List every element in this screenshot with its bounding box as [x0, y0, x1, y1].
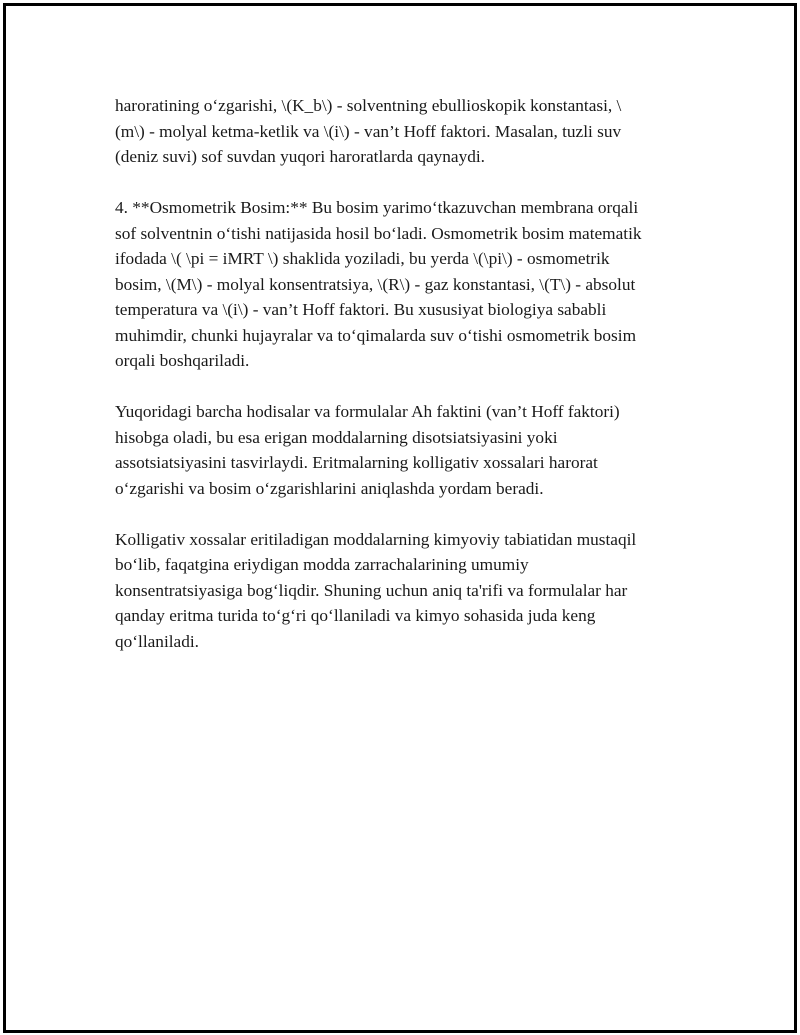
text-line: Yuqoridagi barcha hodisalar va formulalar Ah faktini (van’t Hoff faktori): [115, 402, 620, 421]
text-line: (deniz suvi) sof suvdan yuqori haroratlarda qaynaydi.: [115, 147, 485, 166]
document-body: [115, 93, 685, 680]
text-line: o‘zgarishi va bosim o‘zgarishlarini aniqlashda yordam beradi.: [115, 478, 544, 498]
text-line: qo‘llaniladi.: [115, 631, 199, 651]
text-line: muhimdir, chunki hujayralar va to‘qimalarda suv o‘tishi osmometrik bosim: [115, 325, 637, 345]
paragraph-vant-hoff-summary: [115, 399, 685, 501]
text-line: bosim, \(M\) - molyal konsentratsiya, \(R\) - gaz konstantasi, \(T\) - absolut: [115, 274, 636, 294]
text-line: (m\) - molyal ketma-ketlik va \(i\) - van’t Hoff faktori. Masalan, tuzli suv: [115, 121, 622, 141]
text-line: sof solventnin o‘tishi natijasida hosil bo‘ladi. Osmometrik bosim matematik: [115, 223, 642, 243]
text-line: temperatura va \(i\) - van’t Hoff faktori. Bu xususiyat biologiya sababli: [115, 300, 607, 319]
paragraph-colligative-conclusion: [115, 527, 685, 655]
text-line: haroratining o‘zgarishi, \(K_b\) - solventning ebullioskopik konstantasi, \: [115, 96, 622, 115]
text-line: bo‘lib, faqatgina eriydigan modda zarrachalarining umumiy: [115, 555, 529, 574]
paragraph-boiling-point: [115, 93, 685, 170]
text-line: 4. **Osmometrik Bosim:** Bu bosim yarimo‘tkazuvchan membrana orqali: [115, 198, 639, 217]
text-line: hisobga oladi, bu esa erigan moddalarning disotsiatsiyasini yoki: [115, 427, 558, 447]
text-line: konsentratsiyasiga bog‘liqdir. Shuning uchun aniq ta'rifi va formulalar har: [115, 580, 628, 600]
text-line: assotsiatsiyasini tasvirlaydi. Eritmalarning kolligativ xossalari harorat: [115, 453, 598, 472]
text-line: ifodada \( \pi = iMRT \) shaklida yoziladi, bu yerda \(\pi\) - osmometrik: [115, 249, 610, 268]
paragraph-osmotic-pressure: [115, 195, 685, 374]
text-line: Kolligativ xossalar eritiladigan moddalarning kimyoviy tabiatidan mustaqil: [115, 529, 637, 549]
text-line: qanday eritma turida to‘g‘ri qo‘llaniladi va kimyo sohasida juda keng: [115, 606, 596, 625]
text-line: orqali boshqariladi.: [115, 351, 250, 370]
